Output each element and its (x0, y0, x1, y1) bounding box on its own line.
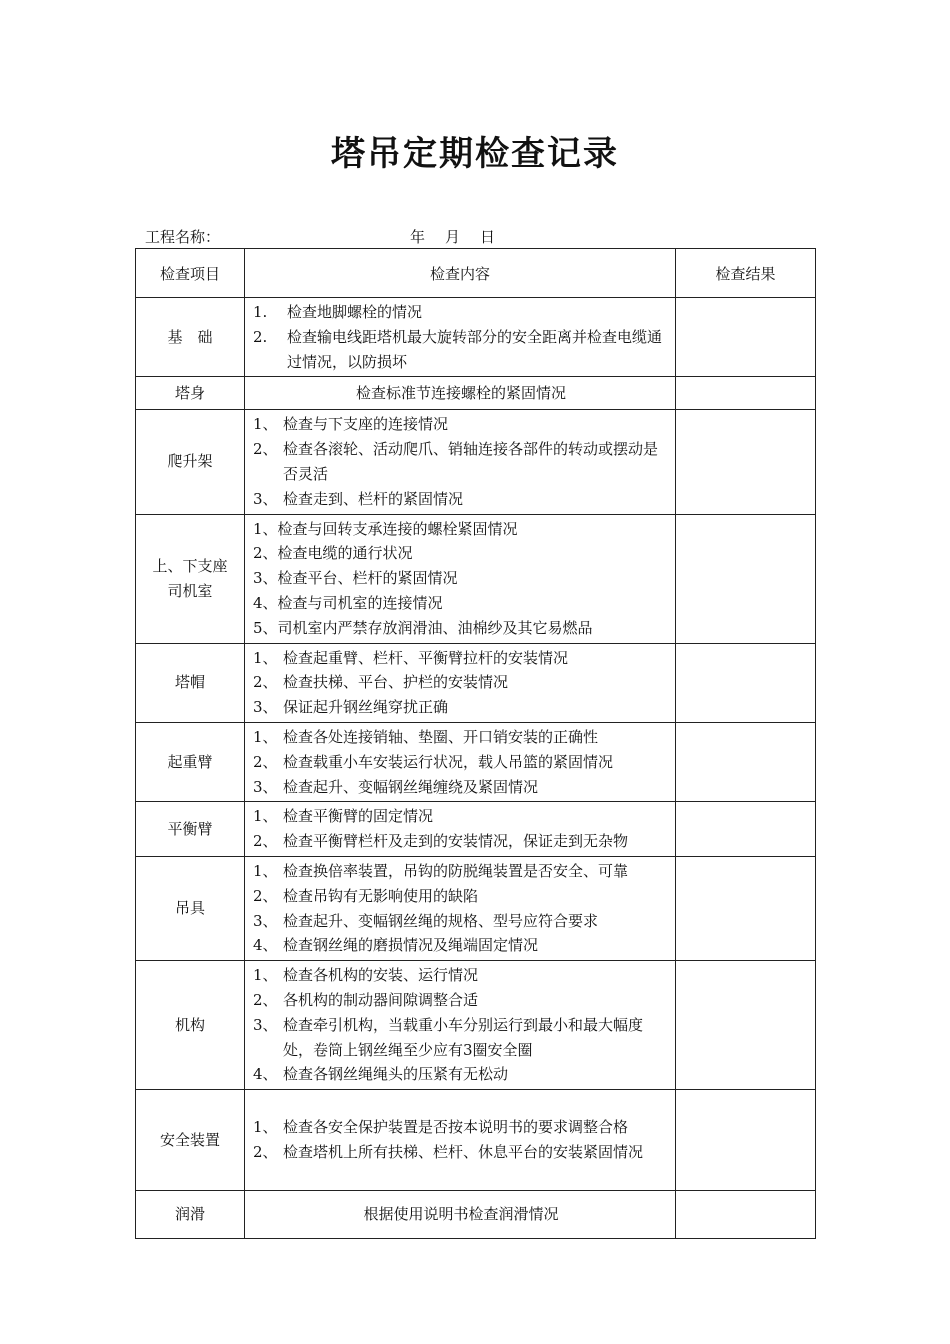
row-content (245, 856, 676, 960)
row-item-name: 机构 (136, 961, 245, 1090)
table-row (136, 1191, 816, 1239)
row-content (245, 1090, 676, 1191)
row-content (245, 643, 676, 722)
table-row (136, 377, 816, 410)
list-item: 2、 检查扶梯、平台、护栏的安装情况 (253, 673, 509, 692)
row-item-name: 润滑 (136, 1191, 245, 1239)
table-row (136, 1090, 816, 1191)
row-result[interactable] (676, 1191, 816, 1239)
row-item-name: 起重臂 (136, 722, 245, 801)
row-result[interactable] (676, 298, 816, 377)
row-result[interactable] (676, 377, 816, 410)
list-item: 4、 检查各钢丝绳绳头的压紧有无松动 (253, 1065, 509, 1084)
list-item: 2. 检查输电线距塔机最大旋转部分的安全距离并检查电缆通过情况，以防损坏 (253, 327, 663, 371)
list-item: 1、 检查平衡臂的固定情况 (253, 807, 434, 826)
row-item-name: 基 础 (136, 298, 245, 377)
table-row (136, 298, 816, 377)
row-result[interactable] (676, 961, 816, 1090)
list-item: 2、 检查塔机上所有扶梯、栏杆、休息平台的安装紧固情况 (253, 1143, 644, 1162)
list-item: 1、 检查起重臂、栏杆、平衡臂拉杆的安装情况 (253, 648, 569, 667)
list-item: 2、 检查吊钩有无影响使用的缺陷 (253, 886, 479, 905)
table-row (136, 856, 816, 960)
row-result[interactable] (676, 514, 816, 643)
table-header-row (136, 249, 816, 298)
row-result[interactable] (676, 410, 816, 514)
row-result[interactable] (676, 643, 816, 722)
list-item: 4、 检查钢丝绳的磨损情况及绳端固定情况 (253, 936, 539, 955)
list-item: 2、 检查平衡臂栏杆及走到的安装情况，保证走到无杂物 (253, 832, 629, 851)
row-item-name: 上、下支座 司机室 (136, 514, 245, 643)
year-label: 年 (410, 228, 426, 246)
row-content (245, 722, 676, 801)
list-item: 3、 检查起升、变幅钢丝绳的规格、型号应符合要求 (253, 911, 599, 930)
list-item: 2、检查电缆的通行状况 (253, 544, 413, 563)
list-item: 3、 检查牵引机构，当载重小车分别运行到最小和最大幅度处，卷筒上钢丝绳至少应有3圈安全圈 (253, 1015, 644, 1059)
row-item-name: 塔帽 (136, 643, 245, 722)
row-content: 根据使用说明书检查润滑情况 (245, 1191, 676, 1239)
column-header-content: 检查内容 (245, 249, 676, 298)
list-item: 2、 检查各滚轮、活动爬爪、销轴连接各部件的转动或摆动是否灵活 (253, 440, 659, 483)
list-item: 1、 检查各安全保护装置是否按本说明书的要求调整合格 (253, 1118, 629, 1137)
row-result[interactable] (676, 722, 816, 801)
table-row (136, 961, 816, 1090)
list-item: 3、 检查走到、栏杆的紧固情况 (253, 489, 464, 508)
column-header-result: 检查结果 (676, 249, 816, 298)
inspection-table (135, 248, 816, 1239)
column-header-item: 检查项目 (136, 249, 245, 298)
list-item: 2、 检查载重小车安装运行状况，载人吊篮的紧固情况 (253, 752, 614, 771)
row-item-name: 塔身 (136, 377, 245, 410)
row-item-name: 平衡臂 (136, 802, 245, 857)
list-item: 1、 检查各处连接销轴、垫圈、开口销安装的正确性 (253, 727, 599, 746)
row-content (245, 514, 676, 643)
list-item: 1、 检查换倍率装置，吊钩的防脱绳装置是否安全、可靠 (253, 861, 629, 880)
row-item-name: 安全装置 (136, 1090, 245, 1191)
row-item-name: 爬升架 (136, 410, 245, 514)
row-content (245, 298, 676, 377)
list-item: 3、检查平台、栏杆的紧固情况 (253, 569, 458, 588)
row-result[interactable] (676, 856, 816, 960)
list-item: 2、 各机构的制动器间隙调整合适 (253, 990, 479, 1009)
list-item: 1、 检查与下支座的连接情况 (253, 415, 449, 434)
row-content: 检查标准节连接螺栓的紧固情况 (245, 377, 676, 410)
day-label: 日 (480, 228, 496, 246)
list-item: 1、检查与回转支承连接的螺栓紧固情况 (253, 519, 518, 538)
list-item: 1. 检查地脚螺栓的情况 (253, 303, 423, 321)
row-result[interactable] (676, 1090, 816, 1191)
row-item-name: 吊具 (136, 856, 245, 960)
month-label: 月 (445, 228, 461, 246)
list-item: 3、 保证起升钢丝绳穿扰正确 (253, 698, 449, 717)
table-row (136, 802, 816, 857)
row-content (245, 802, 676, 857)
project-name-label: 工程名称： (145, 228, 221, 246)
row-result[interactable] (676, 802, 816, 857)
table-row (136, 643, 816, 722)
list-item: 3、 检查起升、变幅钢丝绳缠绕及紧固情况 (253, 777, 539, 796)
list-item: 4、检查与司机室的连接情况 (253, 593, 443, 612)
row-content (245, 961, 676, 1090)
date-field (410, 226, 515, 247)
list-item: 5、司机室内严禁存放润滑油、油棉纱及其它易燃品 (253, 618, 593, 637)
table-row (136, 410, 816, 514)
table-row (136, 514, 816, 643)
list-item: 1、 检查各机构的安装、运行情况 (253, 966, 479, 985)
page-title: 塔吊定期检查记录 (331, 134, 619, 174)
row-content (245, 410, 676, 514)
table-row (136, 722, 816, 801)
